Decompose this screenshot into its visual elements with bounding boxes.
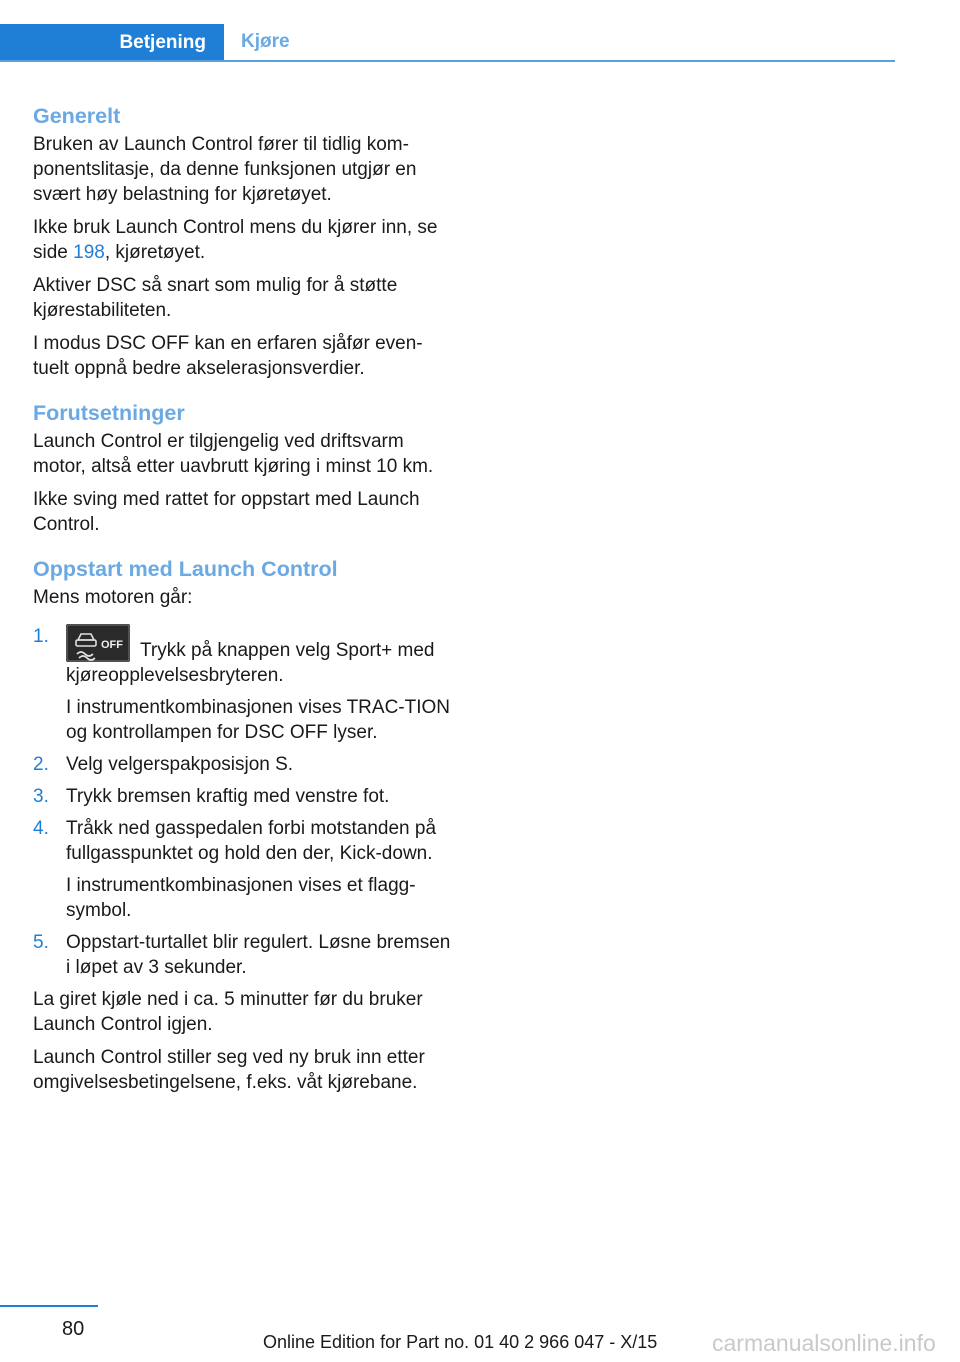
list-item (33, 930, 453, 980)
paragraph: Launch Control stiller seg ved ny bruk inn etter omgivelsesbetingelsene, f.eks. våt kjørebane. (33, 1047, 425, 1093)
paragraph: Ikke sving med rattet for oppstart med Launch Control. (33, 489, 420, 535)
main-content (33, 100, 453, 1103)
heading-oppstart: Oppstart med Launch Control (33, 557, 338, 581)
paragraph: Mens motoren går: (33, 587, 193, 608)
steps-list (33, 624, 453, 980)
step-text: Velg velgerspakposisjon S. (66, 754, 294, 775)
heading-generelt: Generelt (33, 104, 121, 128)
step-number: 2. (33, 754, 49, 775)
step-note: I instrumentkombinasjonen vises TRAC-TION og kontrollampen for DSC OFF lyser. (66, 697, 450, 743)
step-text: Tråkk ned gasspedalen forbi motstanden på fullgasspunktet og hold den der, Kick-down. (66, 818, 437, 864)
step-number: 5. (33, 932, 49, 953)
text: , kjøretøyet. (104, 242, 206, 263)
list-item (33, 624, 453, 745)
paragraph: I modus DSC OFF kan en erfaren sjåfør even-tuelt oppnå bedre akselerasjonsverdier. (33, 333, 423, 379)
step-text: Trykk på knappen velg Sport+ med kjøreopplevelsesbryteren. (66, 640, 435, 686)
list-item (33, 784, 453, 809)
text: Ikke bruk Launch Control mens du kjører inn, se side (33, 217, 438, 263)
paragraph: Bruken av Launch Control fører til tidlig kom-ponentslitasje, da denne funksjonen utgjør en svært høy belastning for kjøretøyet. (33, 134, 417, 205)
tab-betjening[interactable]: Betjening (0, 24, 224, 62)
step-number: 1. (33, 626, 49, 647)
footer-divider (0, 1305, 98, 1307)
step-text: Oppstart-turtallet blir regulert. Løsne bremsen i løpet av 3 sekunder. (66, 932, 451, 978)
dsc-off-icon (66, 624, 130, 662)
tab-kjore[interactable]: Kjøre (241, 31, 290, 52)
step-number: 4. (33, 818, 49, 839)
step-text: Trykk bremsen kraftig med venstre fot. (66, 786, 390, 807)
list-item (33, 752, 453, 777)
header-divider (0, 60, 895, 62)
step-number: 3. (33, 786, 49, 807)
paragraph: La giret kjøle ned i ca. 5 minutter før du bruker Launch Control igjen. (33, 989, 423, 1035)
paragraph: Aktiver DSC så snart som mulig for å støtte kjørestabiliteten. (33, 275, 398, 321)
watermark: carmanualsonline.info (712, 1330, 936, 1356)
edition-note: Online Edition for Part no. 01 40 2 966 047 - X/15 (263, 1332, 658, 1352)
list-item (33, 816, 453, 923)
step-note: I instrumentkombinasjonen vises et flagg-symbol. (66, 875, 416, 921)
paragraph: Launch Control er tilgjengelig ved driftsvarm motor, altså etter uavbrutt kjøring i minst 10 km. (33, 431, 434, 477)
page-number: 80 (62, 1318, 85, 1340)
button-label: OFF (101, 639, 123, 651)
chapter-header (0, 24, 895, 62)
page-link[interactable]: 198 (73, 242, 105, 263)
heading-forutsetninger: Forutsetninger (33, 401, 185, 425)
paragraph (33, 215, 453, 265)
